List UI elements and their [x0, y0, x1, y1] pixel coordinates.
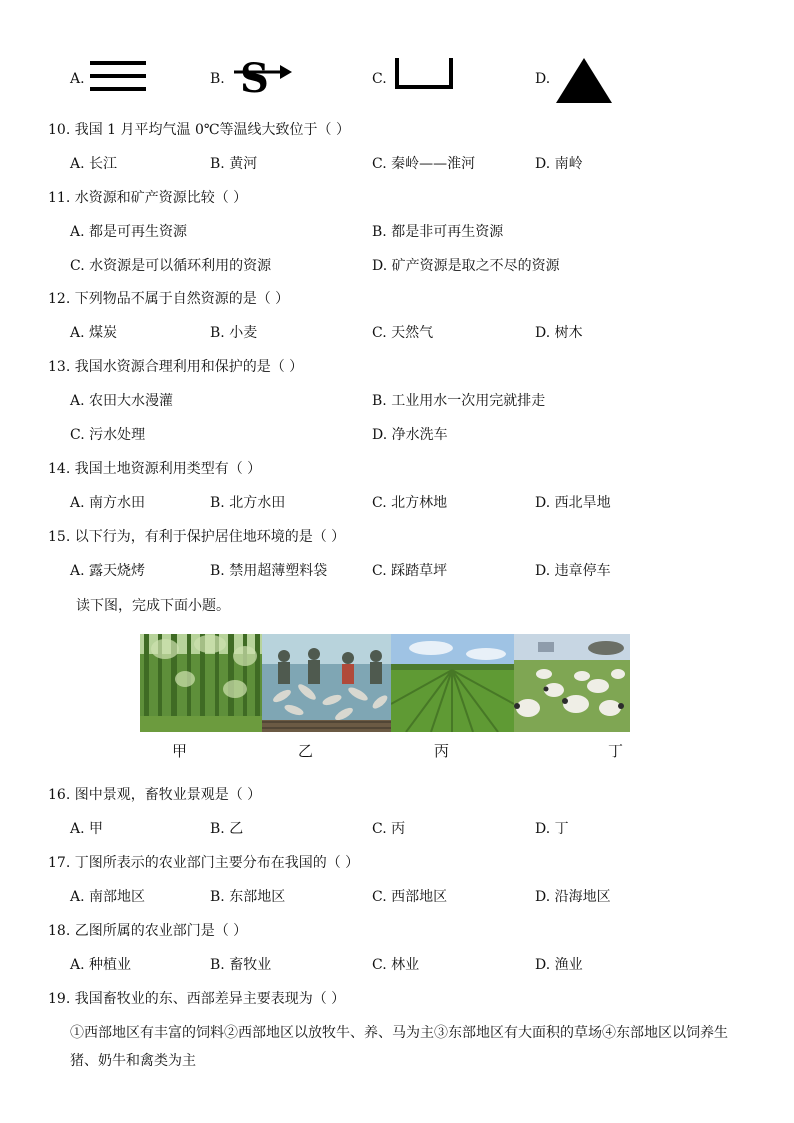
question-15-stem: 15. 以下行为，有利于保护居住地环境的是（ ）: [48, 529, 346, 545]
three-horizontal-lines-symbol: [90, 60, 148, 94]
q14-option-a[interactable]: A. 南方水田: [70, 495, 146, 511]
q17-option-a[interactable]: A. 南部地区: [70, 889, 146, 905]
q17-option-b[interactable]: B. 东部地区: [210, 889, 286, 905]
open-rectangle-symbol: [394, 58, 456, 90]
question-18-stem: 18. 乙图所属的农业部门是（ ）: [48, 923, 248, 939]
q12-option-b[interactable]: B. 小麦: [210, 325, 258, 341]
q13-option-a[interactable]: A. 农田大水漫灌: [70, 393, 174, 409]
filled-triangle-symbol: [554, 56, 614, 104]
q10-option-d[interactable]: D. 南岭: [535, 156, 583, 172]
q10-option-c[interactable]: C. 秦岭——淮河: [372, 156, 476, 172]
q11-option-b[interactable]: B. 都是非可再生资源: [372, 224, 504, 240]
option-b-label: B.: [210, 71, 225, 87]
q14-option-c[interactable]: C. 北方林地: [372, 495, 448, 511]
question-17-stem: 17. 丁图所表示的农业部门主要分布在我国的（ ）: [48, 855, 360, 871]
q12-option-a[interactable]: A. 煤炭: [70, 325, 118, 341]
question-13-stem: 13. 我国水资源合理利用和保护的是（ ）: [48, 359, 304, 375]
question-19-stem: 19. 我国畜牧业的东、西部差异主要表现为（ ）: [48, 991, 346, 1007]
q13-option-d[interactable]: D. 净水洗车: [372, 427, 448, 443]
q18-option-d[interactable]: D. 渔业: [535, 957, 583, 973]
q18-option-a[interactable]: A. 种植业: [70, 957, 132, 973]
q14-option-b[interactable]: B. 北方水田: [210, 495, 286, 511]
q13-option-c[interactable]: C. 污水处理: [70, 427, 146, 443]
q14-option-d[interactable]: D. 西北旱地: [535, 495, 611, 511]
caption-ding: 丁: [608, 742, 624, 760]
s-arrow-river-symbol: [232, 56, 294, 96]
caption-bing: 丙: [434, 742, 450, 760]
option-d-label: D.: [535, 71, 551, 87]
farmland-photo: [391, 634, 514, 732]
caption-yi: 乙: [298, 742, 314, 760]
q15-option-c[interactable]: C. 踩踏草坪: [372, 563, 448, 579]
q18-option-c[interactable]: C. 林业: [372, 957, 420, 973]
q17-option-c[interactable]: C. 西部地区: [372, 889, 448, 905]
q17-option-d[interactable]: D. 沿海地区: [535, 889, 611, 905]
q11-option-c[interactable]: C. 水资源是可以循环利用的资源: [70, 258, 272, 274]
forest-photo: [140, 634, 262, 732]
q15-option-d[interactable]: D. 违章停车: [535, 563, 611, 579]
q18-option-b[interactable]: B. 畜牧业: [210, 957, 272, 973]
q11-option-a[interactable]: A. 都是可再生资源: [70, 224, 188, 240]
q16-option-c[interactable]: C. 丙: [372, 821, 406, 837]
q12-option-c[interactable]: C. 天然气: [372, 325, 434, 341]
caption-jia: 甲: [172, 742, 188, 760]
question-11-stem: 11. 水资源和矿产资源比较（ ）: [48, 190, 248, 206]
read-figure-prompt: 读下图，完成下面小题。: [76, 598, 230, 614]
q11-option-d[interactable]: D. 矿产资源是取之不尽的资源: [372, 258, 560, 274]
q19-statement-line-1: ①西部地区有丰富的饲料②西部地区以放牧牛、养、马为主③东部地区有大面积的草场④东部地区以饲养生: [70, 1025, 728, 1041]
svg-text:S: S: [240, 56, 269, 96]
sheep-pasture-photo: [514, 634, 630, 732]
q15-option-a[interactable]: A. 露天烧烤: [70, 563, 146, 579]
q15-option-b[interactable]: B. 禁用超薄塑料袋: [210, 563, 328, 579]
q19-statement-line-2: 猪、奶牛和禽类为主: [70, 1053, 196, 1069]
question-16-stem: 16. 图中景观，畜牧业景观是（ ）: [48, 787, 262, 803]
question-14-stem: 14. 我国土地资源利用类型有（ ）: [48, 461, 262, 477]
question-12-stem: 12. 下列物品不属于自然资源的是（ ）: [48, 291, 290, 307]
q13-option-b[interactable]: B. 工业用水一次用完就排走: [372, 393, 546, 409]
option-c-label: C.: [372, 71, 387, 87]
fishing-photo: [262, 634, 391, 732]
question-10-stem: 10. 我国 1 月平均气温 0℃等温线大致位于（ ）: [48, 122, 350, 138]
q16-option-a[interactable]: A. 甲: [70, 821, 104, 837]
q12-option-d[interactable]: D. 树木: [535, 325, 583, 341]
q10-option-b[interactable]: B. 黄河: [210, 156, 258, 172]
q16-option-d[interactable]: D. 丁: [535, 821, 569, 837]
option-a-label: A.: [70, 71, 85, 87]
q16-option-b[interactable]: B. 乙: [210, 821, 244, 837]
q10-option-a[interactable]: A. 长江: [70, 156, 118, 172]
